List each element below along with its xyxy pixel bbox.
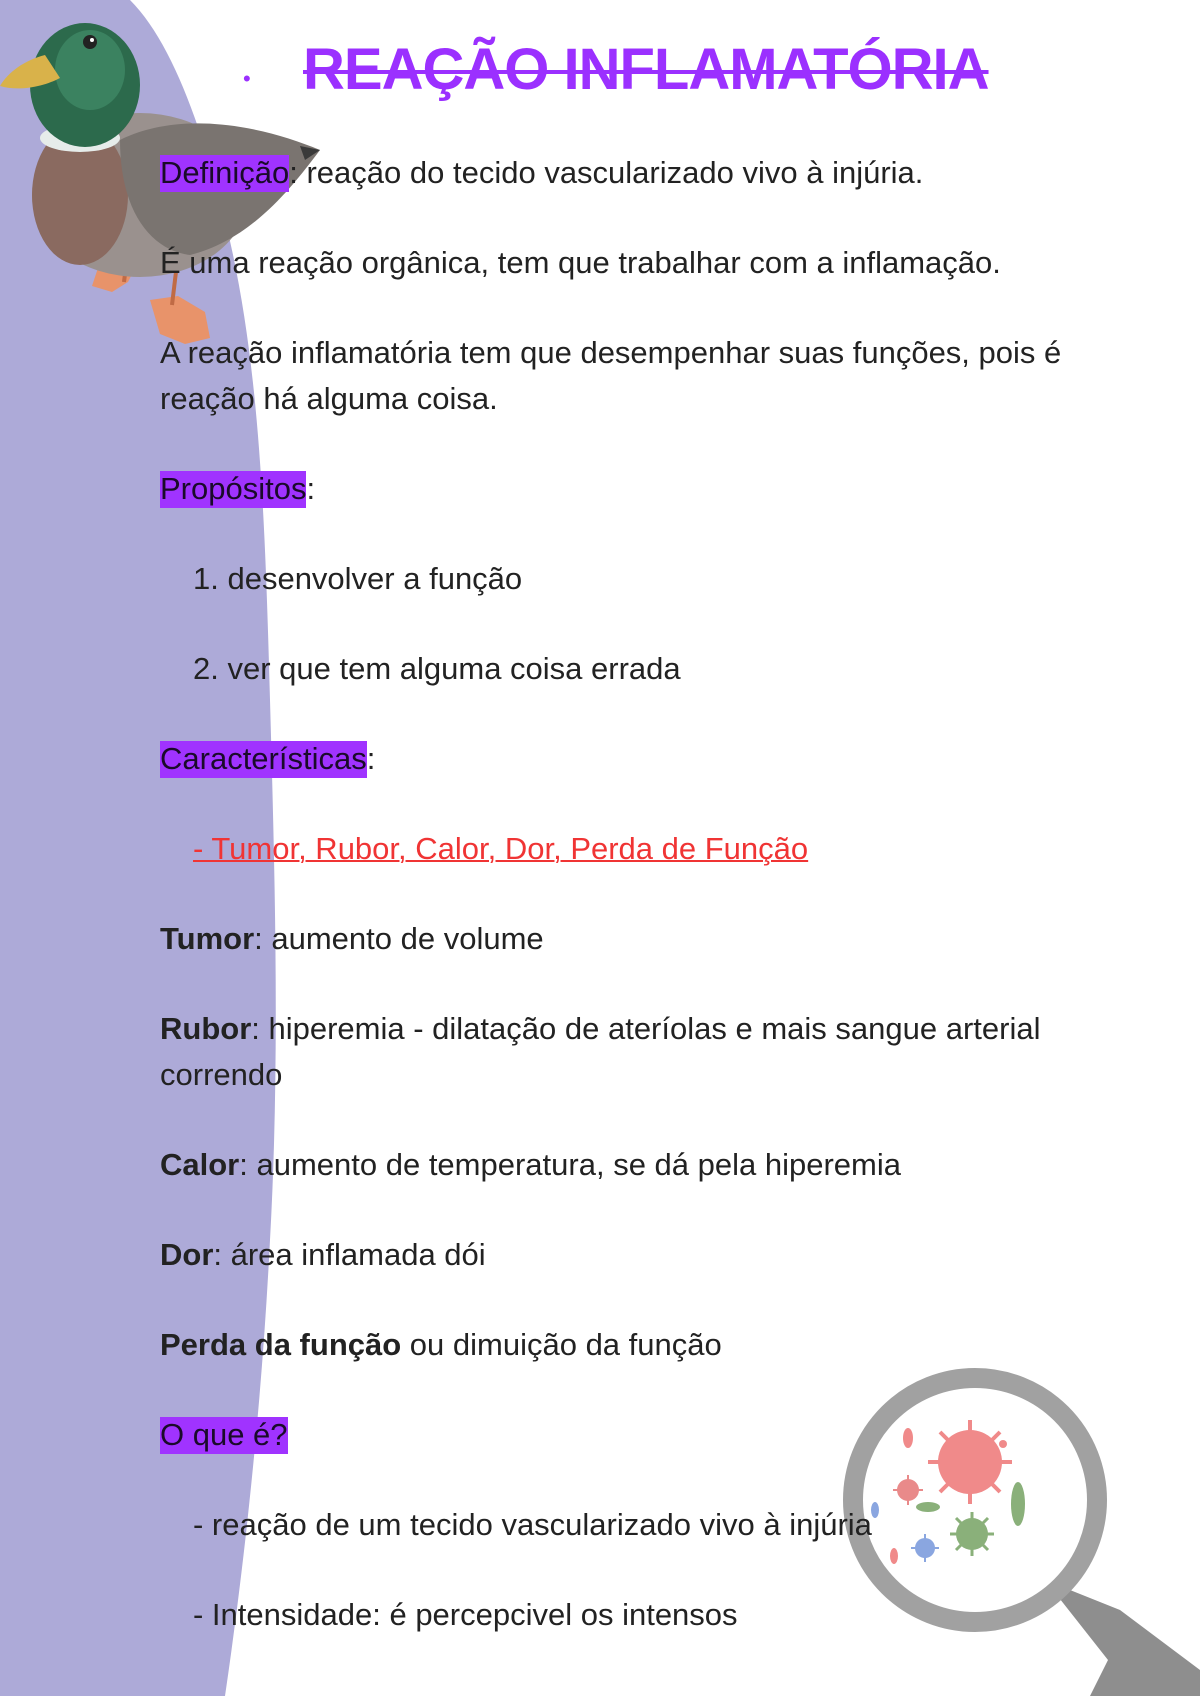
definition-paragraph	[160, 150, 1140, 196]
page-title: REAÇÃO INFLAMATÓRIA	[303, 37, 989, 102]
term-label: Tumor	[160, 921, 255, 956]
document-body	[160, 150, 1140, 1682]
purposes-label: Propósitos	[160, 471, 307, 506]
term-label: Perda da função	[160, 1327, 402, 1362]
characteristics-sep: :	[366, 741, 376, 776]
term-label: Rubor	[160, 1011, 252, 1046]
term-tumor	[160, 916, 1140, 962]
term-desc: ou dimuição da função	[401, 1327, 722, 1362]
term-dor	[160, 1232, 1140, 1278]
what-is-heading	[160, 1412, 1140, 1458]
term-desc: : área inflamada dói	[213, 1237, 486, 1272]
what-is-item-2: - Intensidade: é percepcivel os intensos	[193, 1597, 738, 1632]
definition-sep: :	[289, 155, 298, 190]
term-label: Dor	[160, 1237, 214, 1272]
what-is-item-1: - reação de um tecido vascularizado vivo à injúria	[193, 1507, 872, 1542]
what-is-label: O que é?	[160, 1417, 288, 1452]
term-calor	[160, 1142, 1140, 1188]
term-desc: : hiperemia - dilatação de ateríolas e mais sangue arterial correndo	[160, 1011, 1041, 1092]
title-bullet: •	[243, 66, 251, 91]
purposes-heading	[160, 466, 1140, 512]
term-desc: : aumento de temperatura, se dá pela hiperemia	[239, 1147, 901, 1182]
term-perda	[160, 1322, 1140, 1368]
definition-text: reação do tecido vascularizado vivo à injúria.	[297, 155, 924, 190]
purposes-sep: :	[306, 471, 316, 506]
purpose-item-2: 2. ver que tem alguma coisa errada	[193, 651, 681, 686]
characteristics-summary-text: - Tumor, Rubor, Calor, Dor, Perda de Função	[193, 831, 809, 866]
term-label: Calor	[160, 1147, 240, 1182]
definition-label: Definição	[160, 155, 290, 190]
functions-paragraph: A reação inflamatória tem que desempenhar suas funções, pois é reação há alguma coisa.	[160, 335, 1062, 416]
characteristics-heading	[160, 736, 1140, 782]
characteristics-summary	[160, 826, 1140, 872]
organic-paragraph: É uma reação orgânica, tem que trabalhar com a inflamação.	[160, 245, 1001, 280]
characteristics-label: Características	[160, 741, 367, 776]
term-rubor	[160, 1006, 1140, 1098]
title-row	[0, 30, 1200, 110]
purpose-item-1: 1. desenvolver a função	[193, 561, 523, 596]
term-desc: : aumento de volume	[254, 921, 544, 956]
